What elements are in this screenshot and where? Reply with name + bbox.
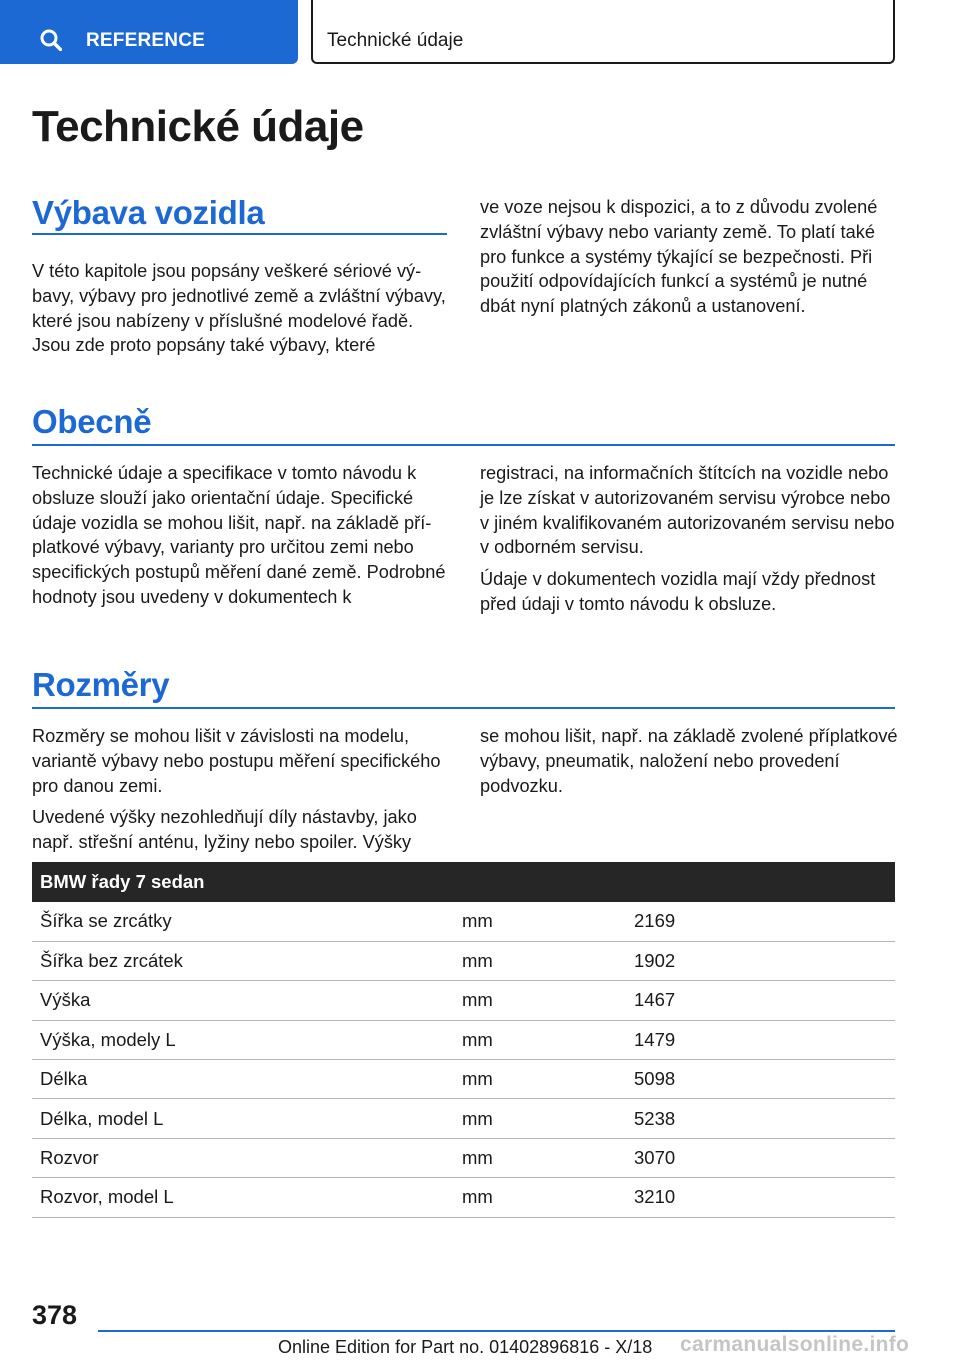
row-label: Délka (32, 1060, 462, 1099)
row-unit: mm (462, 1020, 634, 1059)
rozmery-column-1 (32, 724, 452, 855)
reference-label: REFERENCE (86, 30, 205, 51)
section-heading-vybava: Výbava vozidla (32, 194, 265, 231)
watermark: carmanualsonline.info (680, 1333, 910, 1356)
dimensions-table (32, 862, 895, 1218)
row-unit: mm (462, 981, 634, 1020)
table-header: BMW řady 7 sedan (32, 862, 895, 902)
paragraph: Rozměry se mohou lišit v závislosti na modelu, variantě výbavy nebo postupu měření specifického pro danou zemi. (32, 726, 441, 796)
page-number: 378 (32, 1300, 78, 1330)
obecne-column-2 (480, 461, 900, 617)
section-rule-obecne (32, 444, 895, 446)
row-value: 5098 (634, 1060, 895, 1099)
vybava-column-1 (32, 259, 452, 358)
row-unit: mm (462, 1138, 634, 1177)
row-label: Šířka bez zrcátek (32, 941, 462, 980)
table-row (32, 1060, 895, 1099)
row-label: Délka, model L (32, 1099, 462, 1138)
reference-tab[interactable] (0, 0, 298, 64)
paragraph: se mohou lišit, např. na základě zvolené příplatkové výbavy, pneumatik, naložení nebo provedení podvozku. (480, 726, 898, 796)
table-row (32, 941, 895, 980)
breadcrumb-label: Technické údaje (327, 30, 464, 51)
paragraph: Technické údaje a specifikace v tomto návodu k obsluze slouží jako orientační údaje. Specifické údaje vozidla se mohou lišit, např. na základě příplatkové výbavy, varianty pro určitou zemi nebo specifických postupů měření dané země. Podrobné hodnoty jsou uvedeny v dokumentech k (32, 463, 446, 607)
row-value: 5238 (634, 1099, 895, 1138)
search-icon (40, 29, 62, 51)
table-header-row (32, 862, 895, 902)
row-value: 1479 (634, 1020, 895, 1059)
section-heading-rozmery: Rozměry (32, 666, 170, 703)
obecne-column-1 (32, 461, 452, 610)
row-unit: mm (462, 1099, 634, 1138)
row-label: Výška, modely L (32, 1020, 462, 1059)
row-unit: mm (462, 1060, 634, 1099)
table-row (32, 1178, 895, 1217)
row-label: Výška (32, 981, 462, 1020)
section-heading-obecne: Obecně (32, 403, 152, 440)
paragraph: Uvedené výšky nezohledňují díly nástavby, jako např. střešní anténu, lyžiny nebo spoiler. Výšky (32, 807, 417, 853)
table-row (32, 902, 895, 941)
edition-text: Online Edition for Part no. 01402896816 - X/18 (278, 1337, 653, 1357)
table-row (32, 1138, 895, 1177)
section-rule-vybava (32, 233, 447, 235)
rozmery-column-2 (480, 724, 900, 798)
breadcrumb[interactable] (311, 0, 895, 64)
top-navigation-bar (0, 0, 960, 66)
row-label: Rozvor (32, 1138, 462, 1177)
vybava-column-2 (480, 195, 900, 319)
table-row (32, 981, 895, 1020)
section-rule-rozmery (32, 707, 895, 709)
row-value: 1467 (634, 981, 895, 1020)
paragraph: Údaje v dokumentech vozidla mají vždy přednost před údaji v tomto návodu k obsluze. (480, 569, 876, 614)
row-value: 3210 (634, 1178, 895, 1217)
row-label: Šířka se zrcátky (32, 902, 462, 941)
row-label: Rozvor, model L (32, 1178, 462, 1217)
row-value: 1902 (634, 941, 895, 980)
page-title: Technické údaje (32, 102, 364, 151)
paragraph: V této kapitole jsou popsány veškeré sériové výbavy, výbavy pro jednotlivé země a zvláštní výbavy, které jsou nabízeny v příslušné modelové řadě. Jsou zde proto popsány také výbavy, které (32, 261, 446, 356)
table-row (32, 1099, 895, 1138)
row-unit: mm (462, 1178, 634, 1217)
row-unit: mm (462, 941, 634, 980)
row-value: 2169 (634, 902, 895, 941)
row-value: 3070 (634, 1138, 895, 1177)
paragraph: ve voze nejsou k dispozici, a to z důvodu zvolené zvláštní výbavy nebo varianty země. To platí také pro funkce a systémy týkající se bezpečnosti. Při použití odpovídajících funkcí a systémů je nutné dbát nyní platných zákonů a ustanovení. (480, 197, 878, 317)
row-unit: mm (462, 902, 634, 941)
paragraph: registraci, na informačních štítcích na vozidle nebo je lze získat v autorizovaném servisu výrobce nebo v jiném kvalifikovaném autorizovaném servisu nebo v odborném servisu. (480, 463, 895, 558)
footer-rule (98, 1330, 895, 1332)
table-row (32, 1020, 895, 1059)
